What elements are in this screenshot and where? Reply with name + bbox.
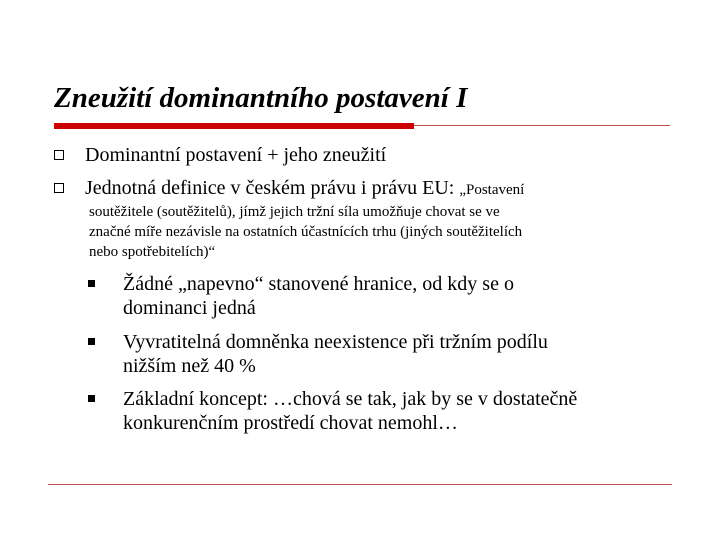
sub-bullet-line: nižším než 40 % <box>123 355 256 377</box>
filled-square-bullet-icon <box>88 338 95 345</box>
bullet-dominant-position <box>54 143 386 167</box>
hollow-square-bullet-icon <box>54 183 64 193</box>
bullet-text: Dominantní postavení + jeho zneužití <box>85 144 387 166</box>
definition-quote-continuation <box>89 202 689 262</box>
hollow-square-bullet-icon <box>54 150 64 160</box>
bullet-text: Jednotná definice v českém právu i právu EU: <box>85 177 460 199</box>
sub-bullet-line: Žádné „napevno“ stanovené hranice, od kdy se o <box>123 273 514 295</box>
sub-bullet-no-fixed-thresholds <box>88 272 514 320</box>
filled-square-bullet-icon <box>88 280 95 287</box>
sub-bullet-basic-concept <box>88 387 577 435</box>
filled-square-bullet-icon <box>88 395 95 402</box>
sub-bullet-line: Základní koncept: …chová se tak, jak by se v dostatečně <box>123 388 578 410</box>
footer-divider-line <box>48 484 672 485</box>
title-accent-bar <box>54 123 414 129</box>
quote-line: soutěžitele (soutěžitelů), jímž jejich tržní síla umožňuje chovat se ve <box>89 204 500 220</box>
bullet-definition <box>54 176 524 202</box>
slide-title: Zneužití dominantního postavení I <box>54 82 468 114</box>
sub-bullet-line: Vyvratitelná domněnka neexistence při tržním podílu <box>123 331 548 353</box>
sub-bullet-line: dominanci jedná <box>123 297 256 319</box>
sub-bullet-line: konkurenčním prostředí chovat nemohl… <box>123 412 458 434</box>
quote-line: nebo spotřebitelích)“ <box>89 244 216 260</box>
sub-bullet-rebuttable-presumption <box>88 330 548 378</box>
definition-quote-start: „Postavení <box>459 182 525 198</box>
quote-line: značné míře nezávisle na ostatních účastnících trhu (jiných soutěžitelích <box>89 224 523 240</box>
